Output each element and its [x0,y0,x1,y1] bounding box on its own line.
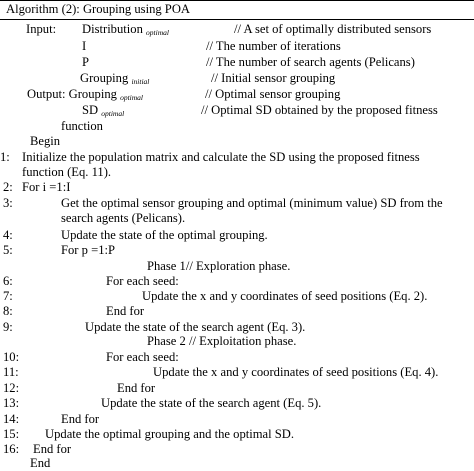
input-label: Input: [26,22,57,36]
step-text: End for [117,381,156,395]
step-text: Update the x and y coordinates of seed positions (Eq. 2). [142,289,428,303]
step-number: 8: [3,304,13,318]
step-text: For p =1:P [61,243,115,257]
step-text: Update the x and y coordinates of seed positions (Eq. 4). [153,365,439,379]
output-label: Output: Grouping $_{optimal}$ [27,87,143,102]
step-text: End for [33,442,72,456]
output-name: SD $_{optimal}$ [82,103,125,118]
input-name: P [82,55,90,69]
algorithm-title: Algorithm (2): Grouping using POA [6,2,191,16]
step-text: Update the state of the search agent (Eq. 5). [101,396,322,410]
step-text: search agents (Pelicans). [61,211,186,225]
step-number: 15: [3,427,20,441]
step-number: 5: [3,243,13,257]
step-text: End for [61,412,100,426]
step-number: 1: [0,150,10,164]
step-text: Update the optimal grouping and the optimal SD. [45,427,295,441]
step-number: 2: [3,180,13,194]
input-comment: // Initial sensor grouping [211,71,336,85]
input-comment: // The number of iterations [206,39,341,53]
output-comment-cont: function [61,119,103,133]
step-number: 12: [3,381,20,395]
input-comment: // The number of search agents (Pelicans) [206,55,415,69]
phase-label: Phase 1// Exploration phase. [147,259,291,273]
step-number: 11: [3,365,19,379]
step-text: For each seed: [106,274,179,288]
step-text: Initialize the population matrix and calculate the SD using the proposed fitness [22,150,420,164]
step-text: Update the state of the optimal grouping. [61,228,268,242]
input-name: I [82,39,87,53]
step-number: 4: [3,228,13,242]
phase-label: Phase 2 // Exploitation phase. [147,334,297,348]
step-number: 3: [3,196,13,210]
step-number: 16: [3,442,20,456]
end-keyword: End [30,456,51,470]
title-rule [0,19,474,20]
step-number: 13: [3,396,20,410]
step-text: For each seed: [106,350,179,364]
input-name: Distribution $_{optimal}$ [82,22,169,37]
step-text: Update the state of the search agent (Eq. 3). [85,320,306,334]
step-text: Get the optimal sensor grouping and optimal (minimum value) SD from the [61,196,443,210]
step-number: 14: [3,412,20,426]
step-number: 7: [3,289,13,303]
top-rule [0,0,474,1]
output-comment: // Optimal sensor grouping [205,87,341,101]
step-text: function (Eq. 11). [22,165,112,179]
step-number: 9: [3,320,13,334]
step-number: 10: [3,350,20,364]
step-text: For i =1:I [22,180,71,194]
begin-keyword: Begin [30,134,61,148]
step-text: End for [106,304,145,318]
output-comment: // Optimal SD obtained by the proposed fitness [201,103,438,117]
input-comment: // A set of optimally distributed sensors [234,22,432,36]
step-number: 6: [3,274,13,288]
input-name: Grouping $_{initial}$ [80,71,150,86]
